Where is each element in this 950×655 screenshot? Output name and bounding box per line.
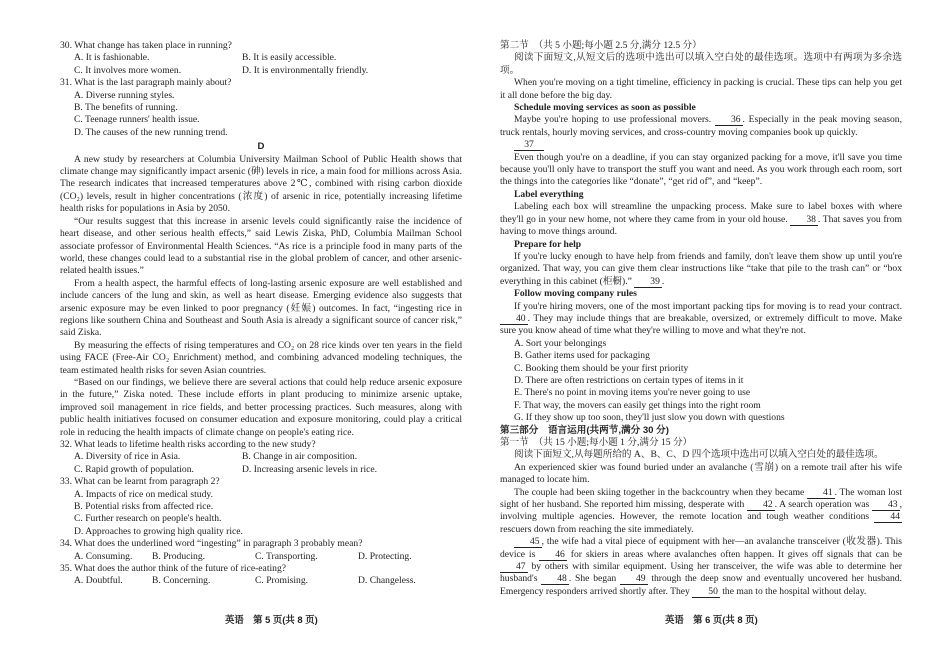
blank-44: 44 [874, 512, 902, 523]
blank-50: 50 [692, 587, 720, 598]
options-list [500, 338, 902, 425]
question-stem: 31. What is the last paragraph mainly about? [60, 77, 232, 89]
question-stem: 33. What can be learnt from paragraph 2? [60, 476, 220, 488]
text: . She began [568, 573, 617, 585]
paragraph-2: “Our results suggest that this increase in arsenic levels could significantly raise the incidence of heart disease, and other serious health effects,” said Lewis Ziska, PhD, Columbia Mailman School associate professor of Environmental Health Sciences. “As rice is a principle food in many parts of the world, these changes could lead to a substantial rise in the global problem of cancer, and other arsenic-related health issues.” [60, 215, 462, 277]
option-a: A. Impacts of rice on medical study. [74, 488, 213, 500]
option-d: D. It is environmentally friendly. [242, 64, 369, 76]
cloze-paragraph-1: An experienced skier was found buried under an avalanche (雪崩) on a remote trail after his wife managed to locate him. [500, 461, 902, 486]
subheading-4: Follow moving company rules [514, 288, 637, 300]
passage-d [60, 141, 462, 439]
paragraph-3: From a health aspect, the harmful effects of long-lasting arsenic exposure are well established and include cancers of the lung and skin, as well as heart disease. Emerging evidence also suggests that arsenic exposure may be even linked to poor pregnancy (妊娠) outcomes. In fact, “ingesting rice in regions like southern China and Southeast and South Asia is already a significant source of cancer risk,” said Ziska. [60, 277, 462, 339]
option-e: E. There's no point in moving items you're never going to use [514, 387, 751, 399]
question-35 [60, 563, 462, 588]
question-stem: 32. What leads to lifetime health risks according to the new study? [60, 439, 316, 450]
question-30 [60, 40, 462, 77]
text: rescuers down from reaching the site immediately. [500, 523, 694, 535]
paragraph-36 [500, 114, 902, 139]
paragraph-5: “Based on our findings, we believe there are several actions that could help reduce arsenic exposure in the future,” Ziska noted. These include efforts in plant producing to minimize arsenic uptake, improved soil management in rice fields, and better processing practices. Such measures, along with public health initiatives focused on consumer education and exposure monitoring, could play a critical role in reducing the health impacts of climate change on people's eating rice. [60, 376, 462, 438]
text: The couple had been skiing together in the backcountry when they became [514, 486, 805, 498]
right-page [500, 40, 902, 598]
text: the man to the hospital without delay. [722, 585, 867, 597]
section-instruction: 阅读下面短文,从短文后的选项中选出可以填入空白处的最佳选项。选项中有两项为多余选项。 [500, 52, 902, 76]
option-c: C. Promising. [255, 575, 309, 587]
text: through the deep snow and eventually uncovered her husband. Emergency responders arrived shortly after. They [500, 573, 902, 597]
option-c: C. Transporting. [255, 550, 318, 562]
option-b: B. Producing. [152, 550, 206, 562]
text: , involving multiple agencies. However, the remote location and tough weather conditions [500, 499, 902, 523]
text: Labeling each box will streamline the unpacking process. Make sure to label boxes with where they'll go in your new home, not where they came from in your old house. [500, 201, 902, 225]
page-footer-right: 英语 第 6 页(共 8 页) [665, 614, 758, 625]
option-c: C. Further research on people's health. [74, 513, 222, 525]
section-2 [500, 40, 902, 425]
passage-title: D [257, 141, 265, 153]
option-a: A. Doubtful. [74, 575, 123, 587]
option-a: A. Diverse running styles. [74, 89, 175, 101]
option-f: F. That way, the movers can easily get things into the right room [514, 399, 761, 411]
option-a: A. It is fashionable. [74, 52, 150, 64]
question-stem: 30. What change has taken place in running? [60, 40, 232, 51]
paragraph-39 [500, 251, 902, 288]
blank-42: 42 [747, 500, 775, 511]
option-d: D. The causes of the new running trend. [74, 126, 228, 138]
blank-38: 38 [790, 215, 818, 226]
text: . The woman lost sight of her husband. She reported him missing, desperate with [500, 486, 902, 511]
option-c: C. It involves more women. [74, 64, 182, 76]
text: . [661, 275, 665, 287]
option-b: B. Potential risks from affected rice. [74, 501, 214, 513]
option-b: B. It is easily accessible. [242, 52, 337, 64]
paragraph-37: Even though you're on a deadline, if you can stay organized packing for a move, it'll save you time because you'll only have to transport the stuff you want and need. As you work through each room, sort the things into the categories like “donate”, “get rid of”, and “keep”. [500, 151, 902, 188]
subheading-3: Prepare for help [514, 238, 582, 250]
paragraph-4: By measuring the effects of rising temperatures and CO₂ on 28 rice kinds over ten years in the field using FACE (Free-Air CO₂ Enrichment) method, and combining advanced modeling techniques, the team estimated health risks for seven Asian countries. [60, 339, 462, 376]
question-33 [60, 476, 462, 538]
text: . Especially in the peak moving season, truck rentals, hourly moving services, and cross-country moving companies book up quickly. [500, 114, 902, 138]
option-a: A. Diversity of rice in Asia. [74, 451, 181, 463]
blank-43: 43 [872, 500, 900, 511]
blank-45: 45 [514, 537, 542, 548]
cloze-paragraph-2 [500, 487, 902, 537]
option-d: D. Changeless. [358, 575, 416, 587]
option-b: B. The benefits of running. [74, 102, 178, 114]
part-instruction: 阅读下面短文,从每题所给的 A、B、C、D 四个选项中选出可以填入空白处的最佳选项。 [514, 449, 884, 461]
option-d: D. Protecting. [358, 550, 412, 562]
question-stem: 35. What does the author think of the future of rice-eating? [60, 563, 286, 575]
blank-40: 40 [500, 314, 528, 325]
blank-46: 46 [539, 550, 567, 561]
subsection-heading: 第一节 （共 15 小题;每小题 1 分,满分 15 分） [500, 437, 693, 448]
option-b: B. Change in air composition. [242, 451, 358, 463]
paragraph-38 [500, 201, 902, 238]
cloze-paragraph-3 [500, 536, 902, 598]
question-stem: 34. What does the underlined word “ingesting” in paragraph 3 probably mean? [60, 538, 363, 550]
text: . They may include things that are breakable, oversized, or extremely difficult to move. Make sure you know ahead of time what they're willing to move and what they're not. [500, 312, 902, 337]
option-g: G. If they show up too soon, they'll just slow you down with questions [514, 412, 785, 424]
page-footer-left: 英语 第 5 页(共 8 页) [225, 614, 318, 625]
subheading-2: Label everything [514, 188, 584, 200]
option-c: C. Booking them should be your first priority [514, 362, 689, 374]
text: . That saves you from having to move things around. [500, 213, 902, 238]
option-c: C. Rapid growth of population. [74, 463, 194, 475]
blank-47: 47 [500, 562, 528, 573]
paragraph-37-blank [500, 139, 902, 151]
blank-36: 36 [715, 115, 743, 126]
part-heading: 第三部分 语言运用(共两节,满分 30 分) [500, 424, 669, 436]
blank-48: 48 [541, 574, 569, 585]
option-b: B. Gather items used for packaging [514, 350, 650, 362]
option-a: A. Consuming. [74, 550, 133, 562]
option-c: C. Teenage runners' health issue. [74, 114, 200, 126]
option-d: D. There are often restrictions on certain types of items in it [514, 374, 744, 386]
text: If you're lucky enough to have help from friends and family, don't leave them show up until you're organized. That way, you can give them clear instructions like “take that pile to the trash can” or “box everything in this cabinet (柜橱).” [500, 250, 902, 287]
blank-41: 41 [807, 488, 835, 499]
text: . A search operation was [774, 499, 870, 511]
text: by others with similar equipment. Using her transceiver, the wife was able to determine her husband's [500, 561, 902, 585]
part-3 [500, 425, 902, 599]
text: , the wife had a vital piece of equipment with her—an avalanche transceiver (收发器). This device is [500, 536, 902, 560]
option-b: B. Concerning. [152, 575, 211, 587]
section-heading: 第二节 （共 5 小题;每小题 2.5 分,满分 12.5 分） [500, 40, 702, 51]
option-d: D. Increasing arsenic levels in rice. [242, 463, 378, 475]
question-31 [60, 77, 462, 139]
left-page [60, 40, 462, 588]
subheading-1: Schedule moving services as soon as possible [514, 102, 696, 114]
paragraph-40 [500, 301, 902, 338]
paragraph-1: A new study by researchers at Columbia University Mailman School of Public Health shows that climate change may significantly impact arsenic (砷) levels in rice, a main food for millions across Asia. The research indicates that increased temperatures above 2℃, combined with rising carbon dioxide (CO₂) levels, result in higher concentrations (浓度) of arsenic in rice, potentially increasing lifetime health risks for populations in Asia by 2050. [60, 153, 462, 215]
blank-49: 49 [620, 574, 648, 585]
question-34 [60, 538, 462, 563]
question-32 [60, 439, 462, 476]
intro-paragraph: When you're moving on a tight timeline, efficiency in packing is crucial. These tips can help you get it all done before the big day. [500, 77, 902, 101]
text: Maybe you're hoping to use professional movers. [514, 114, 712, 126]
option-d: D. Approaches to growing high quality rice. [74, 525, 243, 537]
blank-39: 39 [634, 277, 662, 288]
text: for skiers in areas where avalanches often happen. It gives off signals that can be [570, 548, 902, 560]
blank-37: 37 [514, 140, 544, 151]
option-a: A. Sort your belongings [514, 337, 607, 349]
text: If you're hiring movers, one of the most important packing tips for moving is to read your contract. [514, 300, 902, 312]
